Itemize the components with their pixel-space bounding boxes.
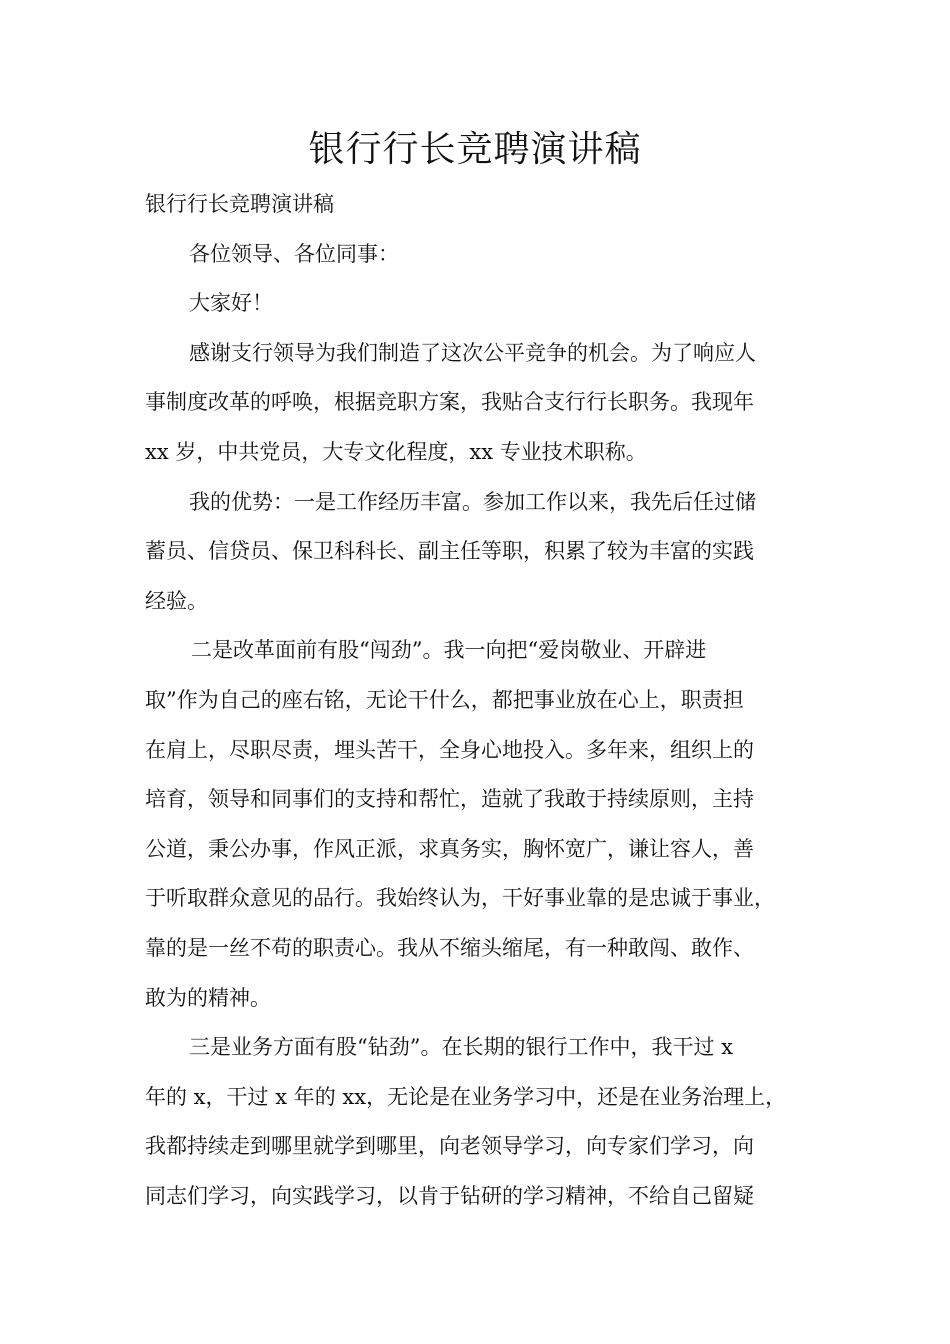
body-line: 三是业务方面有股“钻劲”。在长期的银行工作中，我干过 x bbox=[189, 1035, 733, 1060]
document-body bbox=[145, 180, 820, 1221]
body-line: 年的 x，干过 x 年的 xx，无论是在业务学习中，还是在业务治理上， bbox=[145, 1084, 787, 1109]
body-line: 培育，领导和同事们的支持和帮忙，造就了我敢于持续原则，主持 bbox=[145, 787, 754, 812]
body-line: 事制度改革的呼唤，根据竞职方案，我贴合支行行长职务。我现年 bbox=[145, 390, 754, 415]
body-line: 靠的是一丝不苟的职责心。我从不缩头缩尾，有一种敢闯、敢作、 bbox=[145, 935, 754, 960]
body-line: 大家好！ bbox=[189, 291, 273, 316]
body-line: 经验。 bbox=[145, 588, 208, 613]
body-line: 公道，秉公办事，作风正派，求真务实，胸怀宽广，谦让容人，善 bbox=[145, 836, 754, 861]
body-line: 于听取群众意见的品行。我始终认为，干好事业靠的是忠诚于事业， bbox=[145, 886, 775, 911]
document-title: 银行行长竞聘演讲稿 bbox=[308, 129, 642, 170]
body-line: 敢为的精神。 bbox=[145, 985, 271, 1010]
body-line: 各位领导、各位同事： bbox=[189, 241, 399, 266]
body-line: 感谢支行领导为我们制造了这次公平竞争的机会。为了响应人 bbox=[189, 340, 756, 365]
body-line: xx 岁，中共党员，大专文化程度，xx 专业技术职称。 bbox=[145, 439, 647, 464]
body-line: 在肩上，尽职尽责，埋头苦干，全身心地投入。多年来，组织上的 bbox=[145, 737, 754, 762]
body-line: 二是改革面前有股“闯劲”。我一向把“爱岗敬业、开辟进 bbox=[191, 638, 707, 663]
body-line: 同志们学习，向实践学习，以肯于钻研的学习精神，不给自己留疑 bbox=[145, 1183, 754, 1208]
body-line: 取”作为自己的座右铭，无论干什么，都把事业放在心上，职责担 bbox=[145, 687, 744, 712]
body-line: 我的优势：一是工作经历丰富。参加工作以来，我先后任过储 bbox=[189, 489, 756, 514]
body-line: 蓄员、信贷员、保卫科科长、副主任等职，积累了较为丰富的实践 bbox=[145, 539, 754, 564]
body-line: 我都持续走到哪里就学到哪里，向老领导学习，向专家们学习，向 bbox=[145, 1134, 754, 1159]
body-line: 银行行长竞聘演讲稿 bbox=[145, 192, 334, 216]
